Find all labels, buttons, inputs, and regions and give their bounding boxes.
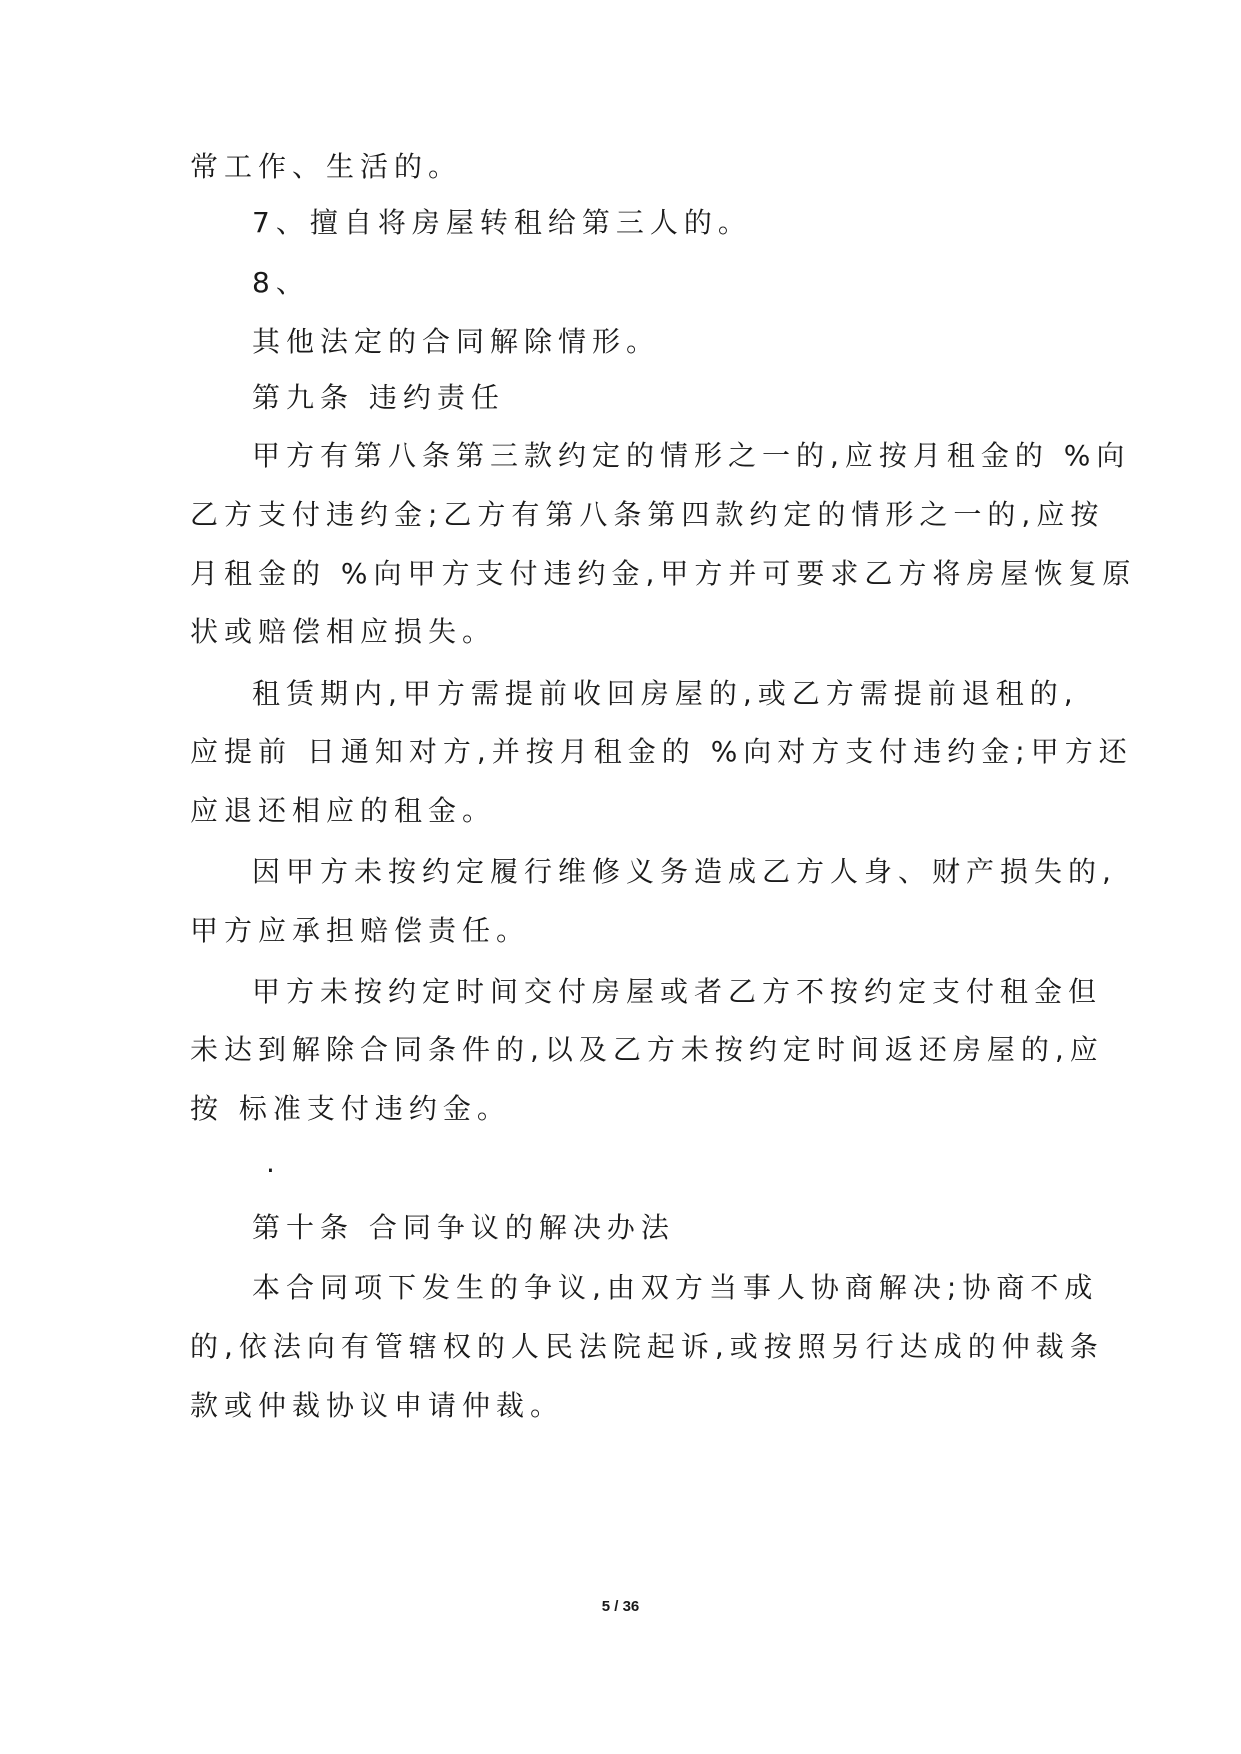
section-heading: 第九条 违约责任 bbox=[252, 381, 505, 414]
text-line: 的,依法向有管辖权的人民法院起诉,或按照另行达成的仲裁条 bbox=[190, 1330, 1104, 1363]
text-line: 8、 bbox=[252, 266, 310, 299]
text-line: 7、擅自将房屋转租给第三人的。 bbox=[252, 206, 752, 239]
text-line: 应退还相应的租金。 bbox=[190, 794, 497, 827]
text-line: 状或赔偿相应损失。 bbox=[190, 615, 497, 648]
text-line: 租赁期内,甲方需提前收回房屋的,或乙方需提前退租的, bbox=[252, 677, 1079, 710]
text-line: 按 标准支付违约金。 bbox=[190, 1092, 511, 1125]
text-line: 常工作、生活的。 bbox=[190, 150, 463, 183]
page-number: 5 / 36 bbox=[601, 1598, 640, 1615]
text-line: 其他法定的合同解除情形。 bbox=[252, 325, 661, 358]
text-line: 应提前 日通知对方,并按月租金的 %向对方支付违约金;甲方还 bbox=[190, 735, 1133, 768]
text-line: 款或仲裁协议申请仲裁。 bbox=[190, 1389, 565, 1422]
stray-mark: . bbox=[266, 1146, 281, 1179]
text-line: 因甲方未按约定履行维修义务造成乙方人身、财产损失的, bbox=[252, 855, 1117, 888]
text-line: 乙方支付违约金;乙方有第八条第四款约定的情形之一的,应按 bbox=[190, 498, 1105, 531]
section-heading: 第十条 合同争议的解决办法 bbox=[252, 1211, 675, 1244]
text-line: 本合同项下发生的争议,由双方当事人协商解决;协商不成 bbox=[252, 1271, 1099, 1304]
text-line: 甲方有第八条第三款约定的情形之一的,应按月租金的 %向 bbox=[252, 439, 1131, 472]
text-line: 月租金的 %向甲方支付违约金,甲方并可要求乙方将房屋恢复原 bbox=[190, 557, 1137, 590]
text-line: 未达到解除合同条件的,以及乙方未按约定时间返还房屋的,应 bbox=[190, 1033, 1104, 1066]
text-line: 甲方应承担赔偿责任。 bbox=[190, 914, 531, 947]
text-line: 甲方未按约定时间交付房屋或者乙方不按约定支付租金但 bbox=[252, 975, 1103, 1008]
